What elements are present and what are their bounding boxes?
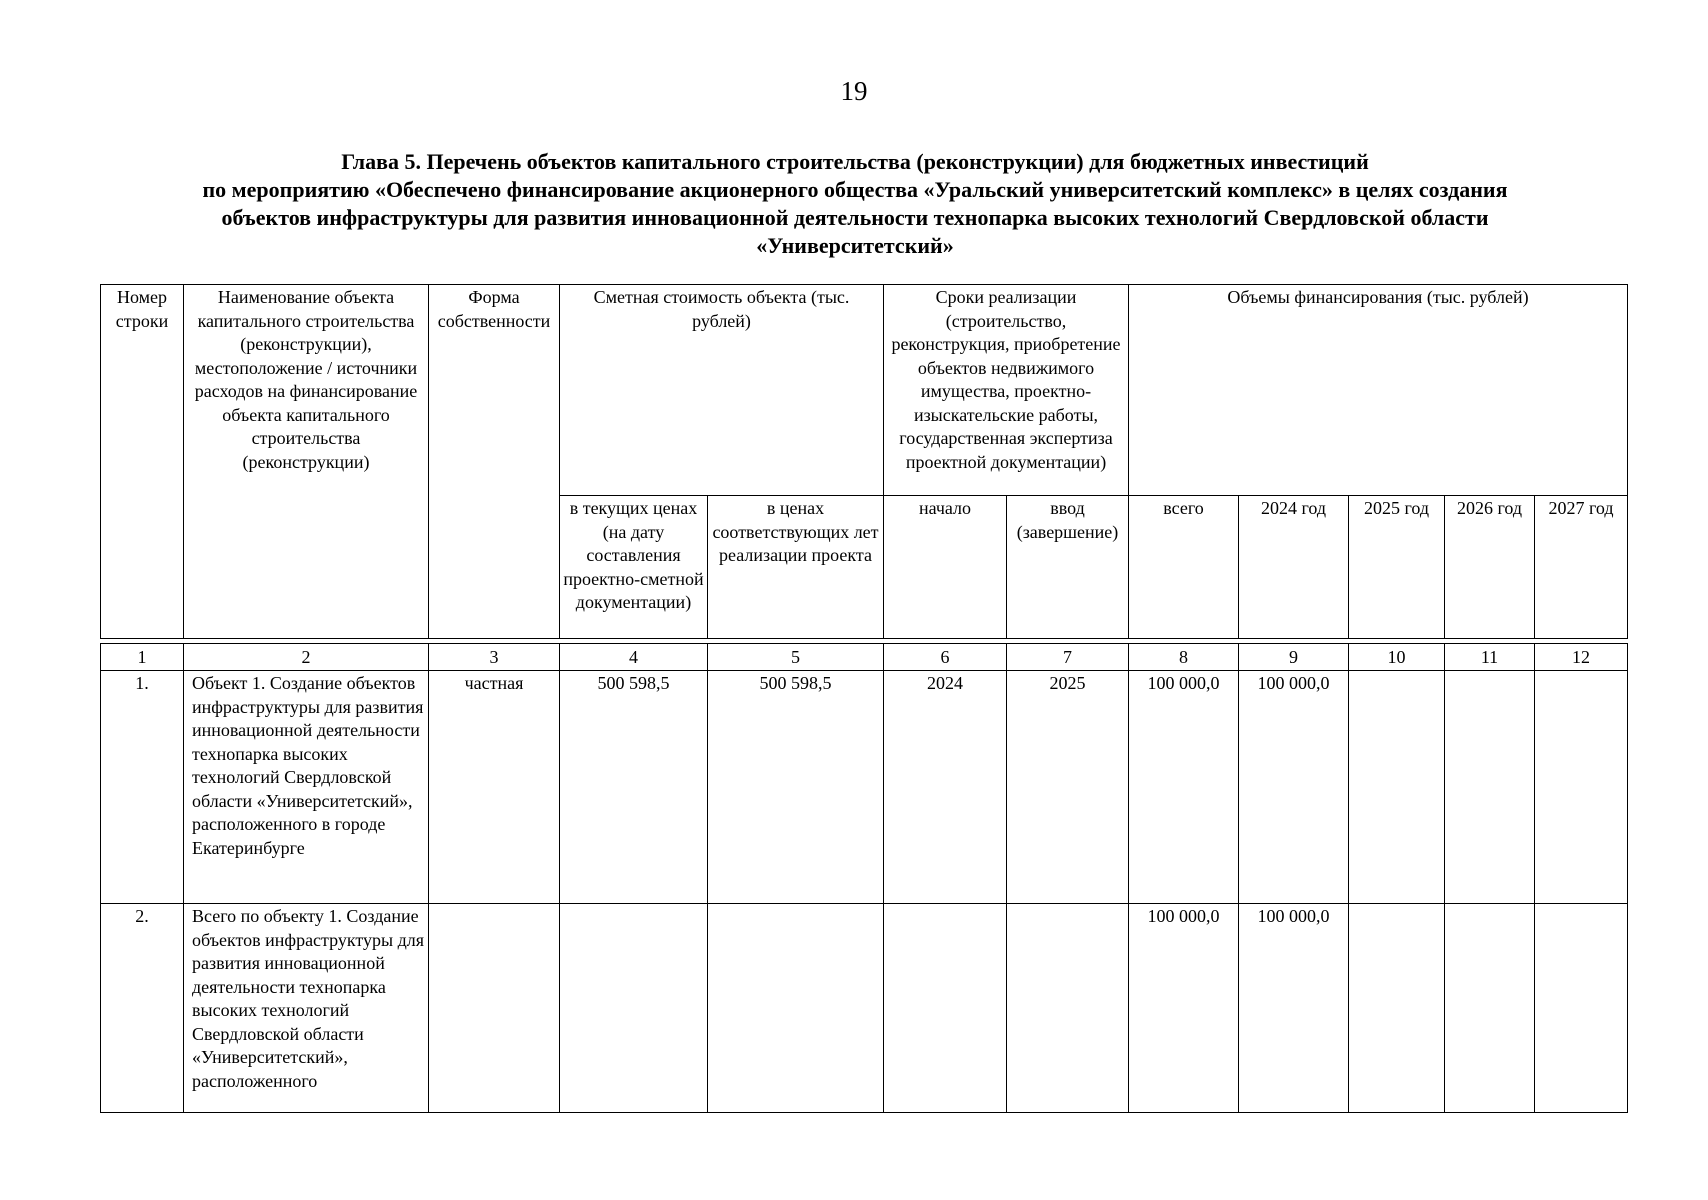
column-number: 5 [708,644,884,671]
cell-start [884,904,1007,1113]
cell-ownership: частная [429,671,560,904]
cell-completion [1007,904,1129,1113]
cell-ownership [429,904,560,1113]
column-number: 4 [560,644,708,671]
header-financing: Объемы финансирования (тыс. рублей) [1129,285,1628,496]
cell-2026 [1445,904,1535,1113]
cell-2027 [1535,904,1628,1113]
header-start: начало [884,496,1007,639]
capital-objects-table [100,284,1628,1113]
column-number-row [101,644,1628,671]
header-completion: ввод (завершение) [1007,496,1129,639]
column-number: 8 [1129,644,1239,671]
table-row [101,904,1628,1113]
cell-2025 [1349,904,1445,1113]
cell-completion: 2025 [1007,671,1129,904]
cell-total: 100 000,0 [1129,671,1239,904]
cell-2026 [1445,671,1535,904]
column-number: 10 [1349,644,1445,671]
title-line: «Университетский» [756,233,954,258]
cell-2024: 100 000,0 [1239,671,1349,904]
cell-cost-current: 500 598,5 [560,671,708,904]
chapter-title [100,148,1610,260]
cell-2027 [1535,671,1628,904]
column-number: 1 [101,644,184,671]
column-number: 7 [1007,644,1129,671]
header-row-number: Номер строки [101,285,184,639]
column-number: 2 [184,644,429,671]
cell-object-name: Объект 1. Создание объектов инфраструктуры для развития инновационной деятельности технопарка высоких технологий Свердловской области «Университетский», расположенного в городе Екатеринбурге [184,671,429,904]
column-number: 9 [1239,644,1349,671]
cell-cost-current [560,904,708,1113]
table-row [101,671,1628,904]
title-line: Глава 5. Перечень объектов капитального строительства (реконструкции) для бюджетных инвестиций [341,149,1369,174]
cell-2024: 100 000,0 [1239,904,1349,1113]
column-number: 6 [884,644,1007,671]
header-row [101,285,1628,496]
header-cost-current: в текущих ценах (на дату составления проектно-сметной документации) [560,496,708,639]
header-estimated-cost: Сметная стоимость объекта (тыс. рублей) [560,285,884,496]
cell-cost-years [708,904,884,1113]
header-cost-years: в ценах соответствующих лет реализации проекта [708,496,884,639]
header-timing: Сроки реализации (строительство, реконструкция, приобретение объектов недвижимого имущества, проектно-изыскательские работы, государственная экспертиза проектной документации) [884,285,1129,496]
cell-start: 2024 [884,671,1007,904]
title-line: по мероприятию «Обеспечено финансирование акционерного общества «Уральский университетский комплекс» в целях создания [202,177,1508,202]
header-2027: 2027 год [1535,496,1628,639]
header-total: всего [1129,496,1239,639]
cell-total: 100 000,0 [1129,904,1239,1113]
header-2026: 2026 год [1445,496,1535,639]
header-2024: 2024 год [1239,496,1349,639]
cell-object-name: Всего по объекту 1. Создание объектов инфраструктуры для развития инновационной деятельности технопарка высоких технологий Свердловской области «Университетский», расположенного [184,904,429,1113]
cell-num: 2. [101,904,184,1113]
column-number: 12 [1535,644,1628,671]
cell-2025 [1349,671,1445,904]
header-object-name: Наименование объекта капитального строительства (реконструкции), местоположение / источники расходов на финансирование объекта капитального строительства (реконструкции) [184,285,429,639]
cell-cost-years: 500 598,5 [708,671,884,904]
header-ownership: Форма собственности [429,285,560,639]
column-number: 11 [1445,644,1535,671]
title-line: объектов инфраструктуры для развития инновационной деятельности технопарка высоких технологий Свердловской области [221,205,1489,230]
column-number: 3 [429,644,560,671]
page-number: 19 [840,76,868,106]
header-2025: 2025 год [1349,496,1445,639]
cell-num: 1. [101,671,184,904]
